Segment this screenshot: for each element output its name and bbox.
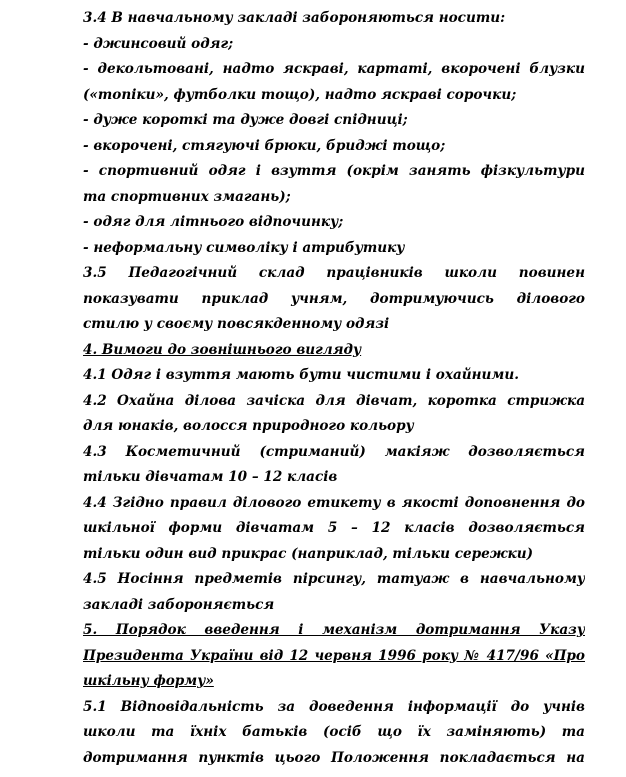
- document-text-line: для юнаків, волосся природного кольору: [83, 418, 414, 434]
- document-text-line: 4. Вимоги до зовнішнього вигляду: [83, 341, 362, 358]
- document-text-line: тільки один вид прикрас (наприклад, тільки сережки): [83, 545, 534, 562]
- document-text-line: 4.2 Охайна ділова зачіска для дівчат, коротка стрижка: [83, 392, 585, 409]
- document-text-line: дотримання пунктів цього Положення покладається на: [83, 749, 585, 766]
- document-text-line: 3.4 В навчальному закладі забороняються носити:: [83, 10, 506, 26]
- document-text-line: та спортивних змагань);: [83, 188, 291, 205]
- document-text-line: шкільну форму»: [83, 673, 214, 689]
- document-text-line: 5. Порядок введення і механізм дотримання Указу: [83, 622, 585, 638]
- document-text-line: - вкорочені, стягуючі брюки, бриджі тощо;: [83, 137, 446, 154]
- document-text-line: - декольтовані, надто яскраві, картаті, вкорочені блузки: [83, 61, 585, 77]
- document-text-line: шкільної форми дівчатам 5 – 12 класів дозволяється: [83, 520, 585, 536]
- document-text-line: - неформальну символіку і атрибутику: [83, 239, 405, 256]
- document-text-line: 5.1 Відповідальність за доведення інформації до учнів: [83, 698, 585, 715]
- document-text-line: показувати приклад учням, дотримуючись ділового: [83, 290, 585, 307]
- document-text-line: («топіки», футболки тощо), надто яскраві сорочки;: [83, 86, 517, 103]
- document-text-line: стилю у своєму повсякденному одязі: [83, 316, 390, 332]
- document-text-line: 4.1 Одяг і взуття мають бути чистими і охайними.: [83, 367, 519, 383]
- document-text-line: - дуже короткі та дуже довгі спідниці;: [83, 112, 408, 128]
- document-text-line: - одяг для літнього відпочинку;: [83, 214, 344, 230]
- document-text-line: - спортивний одяг і взуття (окрім занять фізкультури: [83, 163, 585, 179]
- document-text-line: 3.5 Педагогічний склад працівників школи повинен: [83, 265, 585, 281]
- document-text-line: 4.4 Згідно правил ділового етикету в якості доповнення до: [83, 494, 585, 511]
- document-text-line: 4.5 Носіння предметів пірсингу, татуаж в навчальному: [83, 571, 585, 587]
- document-text-line: - джинсовий одяг;: [83, 35, 234, 52]
- document-text-line: 4.3 Косметичний (стриманий) макіяж дозволяється: [83, 443, 585, 460]
- document-page: [83, 6, 585, 771]
- document-text-line: школи та їхніх батьків (осіб що їх заміняють) та: [83, 724, 585, 740]
- document-text-line: Президента України від 12 червня 1996 року № 417/96 «Про: [83, 647, 585, 664]
- document-text-line: тільки дівчатам 10 – 12 класів: [83, 469, 338, 485]
- document-text-line: закладі забороняється: [83, 596, 275, 613]
